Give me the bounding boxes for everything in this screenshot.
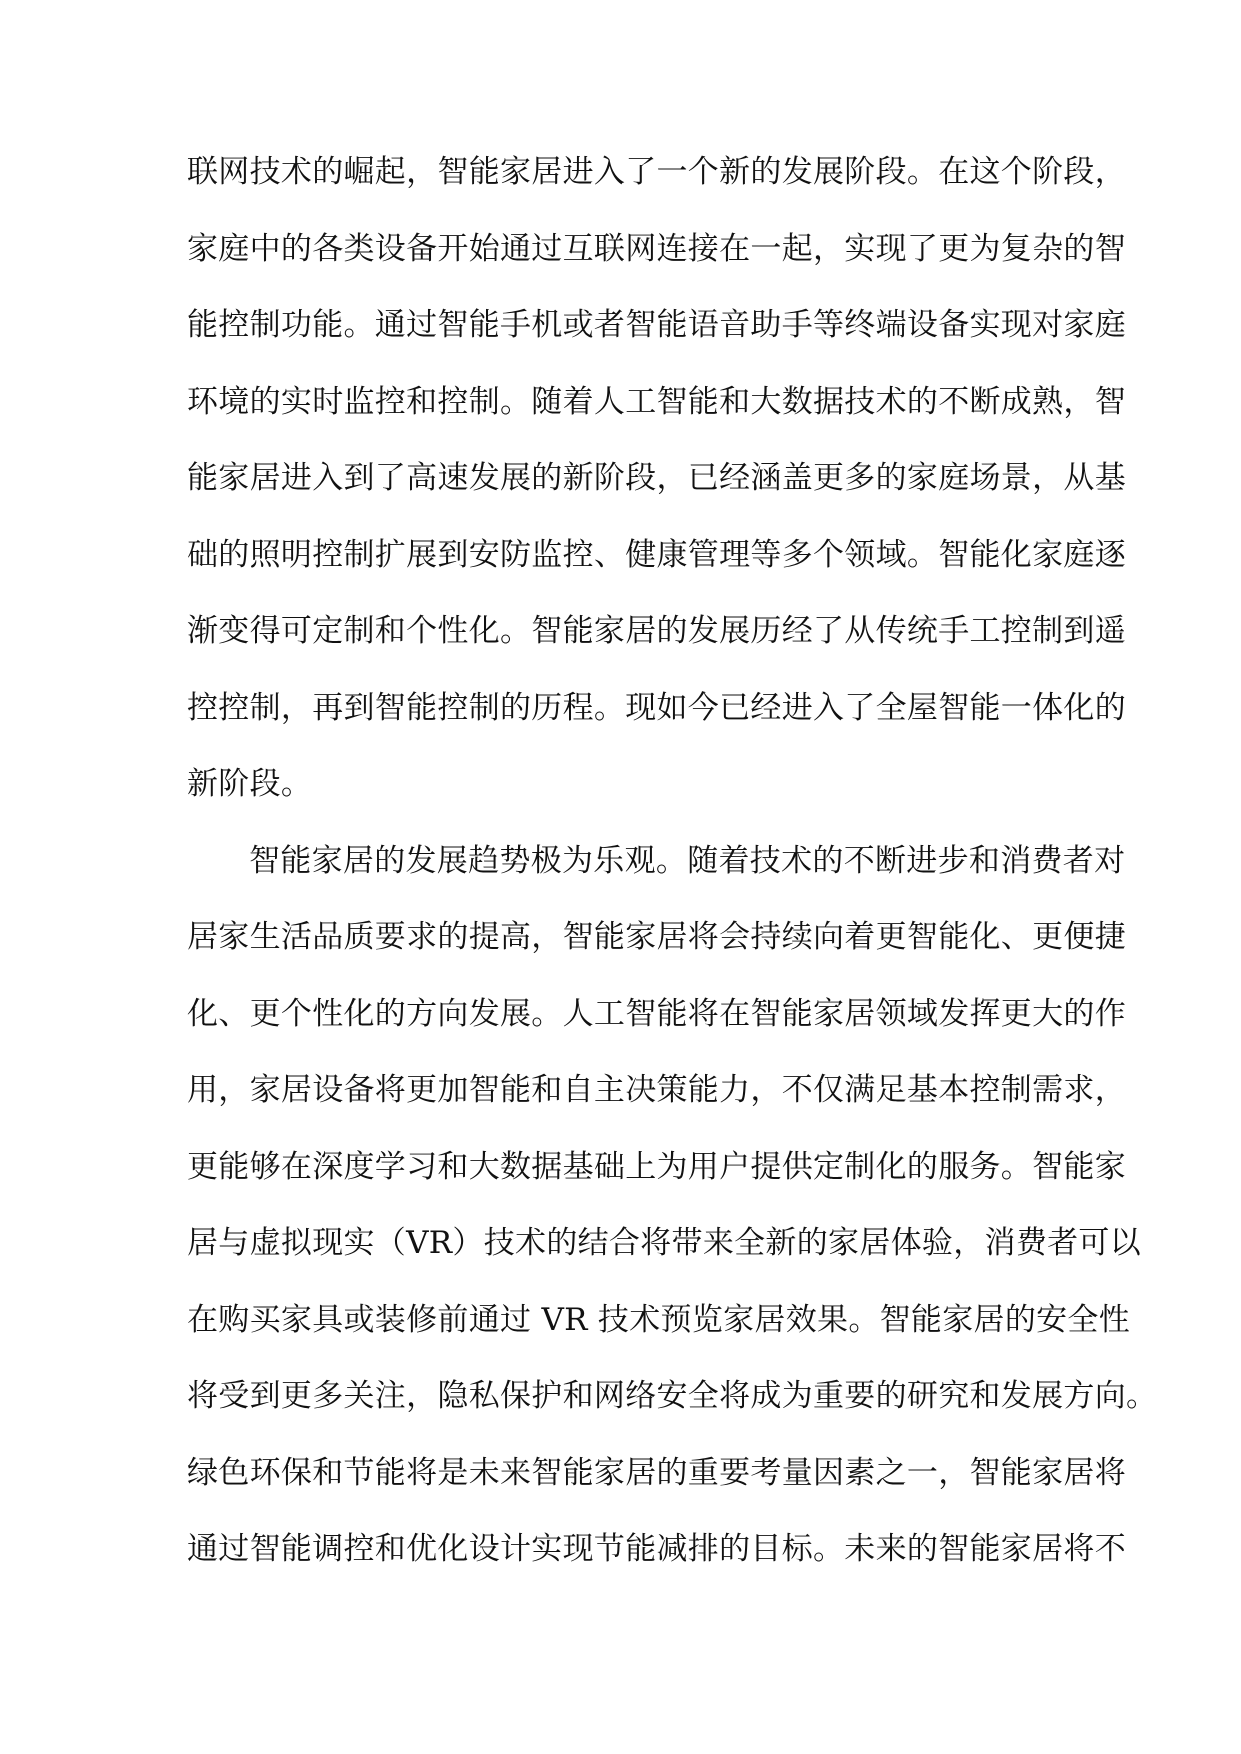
text-line: 将受到更多关注，隐私保护和网络安全将成为重要的研究和发展方向。: [187, 1378, 1158, 1414]
text-line: 更能够在深度学习和大数据基础上为用户提供定制化的服务。智能家: [187, 1148, 1126, 1185]
text-line: 用，家居设备将更加智能和自主决策能力，不仅满足基本控制需求，: [187, 1072, 1126, 1108]
text-line: 绿色环保和节能将是未来智能家居的重要考量因素之一，智能家居将: [187, 1454, 1126, 1491]
text-line: 化、更个性化的方向发展。人工智能将在智能家居领域发挥更大的作: [187, 995, 1126, 1032]
text-line: 居与虚拟现实（VR）技术的结合将带来全新的家居体验，消费者可以: [187, 1225, 1142, 1261]
text-line: 控控制，再到智能控制的历程。现如今已经进入了全屋智能一体化的: [187, 689, 1126, 726]
text-line: 能家居进入到了高速发展的新阶段，已经涵盖更多的家庭场景，从基: [187, 460, 1126, 496]
text-line: 础的照明控制扩展到安防监控、健康管理等多个领域。智能化家庭逐: [187, 536, 1126, 573]
text-line: 智能家居的发展趋势极为乐观。随着技术的不断进步和消费者对: [249, 842, 1126, 879]
paragraph-2: [187, 841, 1158, 1606]
text-line: 渐变得可定制和个性化。智能家居的发展历经了从传统手工控制到遥: [187, 613, 1126, 649]
text-line: 家庭中的各类设备开始通过互联网连接在一起，实现了更为复杂的智: [187, 230, 1126, 267]
text-line: 新阶段。: [187, 766, 313, 802]
text-line: 联网技术的崛起，智能家居进入了一个新的发展阶段。在这个阶段，: [187, 154, 1126, 190]
text-line: 在购买家具或装修前通过 VR 技术预览家居效果。智能家居的安全性: [187, 1301, 1131, 1338]
body-text: [187, 152, 1158, 1606]
text-line: 居家生活品质要求的提高，智能家居将会持续向着更智能化、更便捷: [187, 919, 1126, 955]
text-line: 通过智能调控和优化设计实现节能减排的目标。未来的智能家居将不: [187, 1531, 1126, 1567]
text-line: 环境的实时监控和控制。随着人工智能和大数据技术的不断成熟，智: [187, 383, 1126, 420]
paragraph-1: [187, 152, 1126, 841]
text-line: 能控制功能。通过智能手机或者智能语音助手等终端设备实现对家庭: [187, 307, 1126, 343]
